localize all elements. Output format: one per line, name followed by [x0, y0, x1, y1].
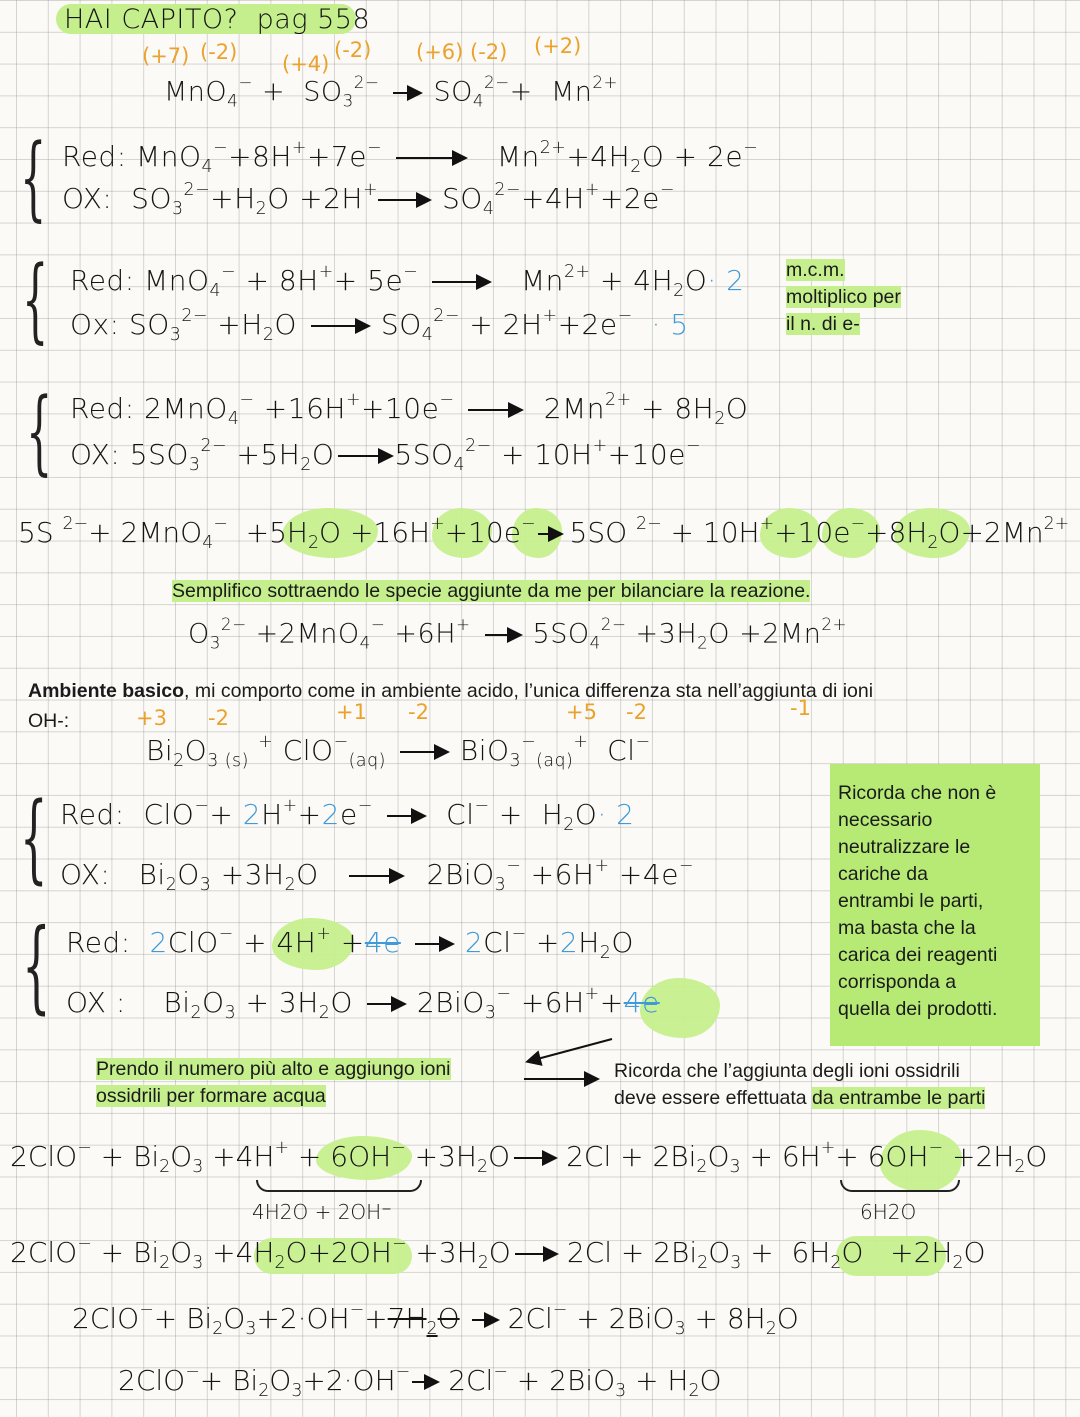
half-reaction-ox: OX: $5SO_3^{2-} +5H_2O$ $5SO_4^{2-} + 10H^++10e^-$ — [70, 436, 702, 476]
note-line: Prendo il numero più alto e aggiungo ioni — [96, 1058, 451, 1080]
red-label: Red: — [60, 798, 125, 832]
half-reaction-ox: Ox: $SO_3^{2-} +H_2O$ $SO_4^{2-} + 2H^++2e^- \cdot 5$ — [70, 306, 689, 346]
page-reference: pag 558 — [256, 4, 371, 35]
note-line: neutralizzare le — [838, 836, 971, 858]
oxidation-number: (+7) — [142, 44, 190, 68]
oxidation-number: +3 — [136, 706, 167, 730]
oxidation-number: (+6) — [416, 40, 464, 64]
underbrace — [256, 1180, 422, 1192]
system-brace: { — [20, 782, 48, 894]
basic-eq4: $2ClO^-+ Bi_2O_3+2\cdot OH^-$ $2Cl^- + 2BiO_3 + H_2O$ — [118, 1362, 722, 1402]
note-line: deve essere effettuata — [614, 1087, 813, 1109]
system-brace: { — [26, 378, 53, 485]
oxidation-number: (-2) — [470, 40, 508, 64]
multiplier: · 2 — [707, 264, 745, 298]
half-reaction-red: Red: 2MnO$_4$− +16H++10e− $2Mn^{2+} + 8H_2O$ — [70, 390, 749, 430]
oxidation-number: +1 — [336, 700, 367, 724]
oxidation-number: (+2) — [534, 34, 582, 58]
half-reaction-red: Red: MnO$_4$− + 8H++ 5e− $Mn^{2+} + 4H_2O\cdot 2$ — [70, 262, 745, 302]
system-brace: { — [22, 246, 49, 353]
acid-main-equation: $MnO_4^- + SO_3^{2-}$ $SO_4^{2-}+ Mn^{2+}$ — [164, 72, 619, 111]
oxidation-number: -2 — [408, 700, 429, 724]
half-reaction-red: Red: 2ClO− + 4H+ +4e $2Cl^- +2H_2O$ — [66, 924, 634, 964]
ox-label: Ox: — [70, 308, 120, 342]
both-sides-note — [614, 1058, 985, 1112]
brace-label: 6H2O — [860, 1200, 917, 1224]
note-line: carica dei reagenti — [838, 944, 998, 966]
note-line: ossidrili per formare acqua — [96, 1085, 326, 1107]
note-line: necessario — [838, 809, 933, 831]
note-line: moltiplico per — [786, 286, 901, 308]
multiplier: · 2 — [597, 798, 635, 832]
half-reaction-red: Red: ClO−+ 2H++2e− $Cl^- + H_2O\cdot 2$ — [60, 796, 635, 836]
red-label: Red: — [66, 926, 131, 960]
note-line: entrambi le parti, — [838, 890, 984, 912]
charge-note-box — [830, 764, 1040, 1046]
oxidation-number: -2 — [208, 706, 229, 730]
mcm-note — [786, 257, 901, 338]
intro-text: , mi comporto come in ambiente acido, l’unica differenza sta nell’aggiunta di ioni — [184, 680, 874, 702]
pointer-arrow — [529, 1038, 613, 1062]
ox-label: OX : — [66, 986, 126, 1020]
oxidation-number: +5 — [566, 700, 597, 724]
oxidation-number: -1 — [790, 696, 811, 720]
half-reaction-red: Red: MnO$_4$−+8H++7e− $Mn^{2+}+4H_2O + 2e^-$ — [62, 138, 759, 178]
ox-label: OX: — [70, 438, 121, 472]
ox-label: OX: — [60, 858, 111, 892]
half-reaction-ox: OX : $Bi_2O_3 + 3H_2O$ 2BiO$_3$− +6H++4e — [66, 984, 660, 1024]
oxidation-number: (-2) — [200, 40, 238, 64]
intro-bold: Ambiente basico — [28, 680, 185, 702]
note-line: Ricorda che l’aggiunta degli ioni ossidrili — [614, 1060, 960, 1082]
title-text: HAI CAPITO? — [64, 4, 239, 35]
multiplier: · 5 — [651, 308, 689, 342]
note-line: ma basta che la — [838, 917, 976, 939]
red-label: Red: — [62, 140, 127, 174]
simplify-note — [172, 578, 810, 605]
half-reaction-ox: OX: $Bi_2O_3 +3H_2O$ 2BiO$_3$− +6H+ +4e− — [60, 856, 694, 896]
system-brace: { — [22, 907, 51, 1024]
note-line: Ricorda che non è — [838, 782, 997, 804]
brace-label: 4H2O + 2OH⁻ — [252, 1200, 392, 1224]
underbrace — [840, 1180, 960, 1192]
note-line: quella dei prodotti. — [838, 998, 998, 1020]
note-line: corrisponda a — [838, 971, 957, 993]
acid-final-equation: $O_3^{2-} +2MnO_4^- +6H^+$ $5SO_4^{2-} +3H_2O +2Mn^{2+}$ — [188, 614, 848, 653]
intro-text-line2: OH-: — [28, 710, 70, 732]
red-label: Red: — [70, 264, 135, 298]
page-title — [64, 4, 370, 35]
note-line: il n. di e- — [786, 313, 860, 335]
oxidation-number: -2 — [626, 700, 647, 724]
note-text: Semplifico sottraendo le specie aggiunte da me per bilanciare la reazione. — [172, 580, 811, 602]
oxidation-number: (+4) — [282, 52, 330, 76]
basic-eq3: $2ClO^-+ Bi_2O_3+2\cdot OH^-+7H_2O$ $2Cl^- + 2BiO_3 + 8H_2O$ — [72, 1300, 799, 1340]
red-label: Red: — [70, 392, 135, 426]
basic-eq1: $2ClO^- + Bi_2O_3 +4H^+ + 6OH^- +3H_2O$ $2Cl + 2Bi_2O_3 + 6H^++ 6OH^- +2H_2O$ — [10, 1138, 1048, 1178]
take-highest-note — [96, 1056, 451, 1110]
system-brace: { — [20, 124, 47, 231]
note-line: cariche da — [838, 863, 928, 885]
basic-eq2: $2ClO^- + Bi_2O_3 +4H_2O+2OH^- +3H_2O$ $2Cl + 2Bi_2O_3 + 6H_2O +2H_2O$ — [10, 1234, 986, 1274]
half-reaction-ox: OX: $SO_3^{2-}+H_2O +2H^+$ $SO_4^{2-}+4H^++2e^-$ — [62, 180, 675, 220]
sum-equation: 5S $^{2-}+ 2MnO_4^- +5H_2O +16H^++10e^-$ 5SO $^{2-} + 10H^++10e^-+8H_2O+2Mn^{2+}$ — [18, 514, 1070, 554]
oxidation-number: (-2) — [334, 38, 372, 62]
basic-main-equation: $Bi_2O_{3 (s)}$ + ClO−$_{(aq)}$ BiO$_3$−$_{(aq)}$+ Cl− — [146, 732, 651, 772]
note-line: da entrambe le parti — [812, 1087, 986, 1109]
note-line: m.c.m. — [786, 259, 845, 281]
ox-label: OX: — [62, 182, 113, 216]
pointer-arrow — [524, 1078, 596, 1080]
